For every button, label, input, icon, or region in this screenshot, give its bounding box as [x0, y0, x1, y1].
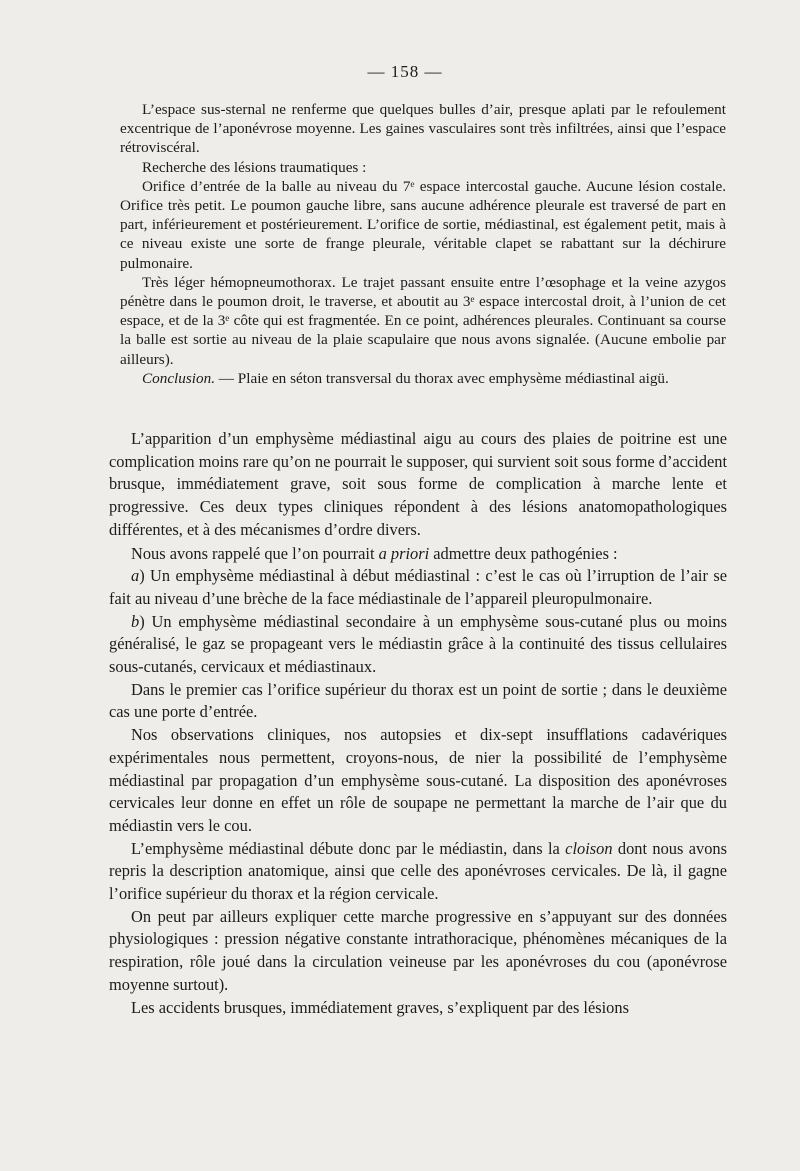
paragraph — [109, 543, 727, 566]
paragraph: Recherche des lésions traumatiques : — [142, 158, 367, 176]
paragraph: L’espace sus-sternal ne renferme que quelques bulles d’air, presque aplati par le refoulement excentrique de l’aponévrose moyenne. Les gaines vasculaires sont très infiltrées, ainsi que l’espace rétroviscéral. — [120, 101, 726, 157]
list-item-a — [109, 565, 727, 610]
case-report-section — [120, 100, 726, 388]
text-span: L’emphysème médiastinal débute donc par le médiastin, dans la — [131, 838, 566, 858]
paragraph: Très léger hémopneumothorax. Le trajet passant ensuite entre l’œsophage et la veine azygos pénètre dans le poumon droit, le traverse, et aboutit au 3ᵉ espace intercostal droit, à l’union de cet espace, et de la 3ᵉ côte qui est fragmentée. En ce point, adhérences pleurales. Continuant sa course la balle est sortie au niveau de la plaie scapulaire que nous avons signalée. (Aucune embolie par ailleurs). — [120, 273, 726, 368]
italic-phrase: a priori — [378, 543, 430, 563]
list-item-b — [109, 611, 727, 679]
paragraph: Orifice d’entrée de la balle au niveau du 7ᵉ espace intercostal gauche. Aucune lésion costale. Orifice très petit. Le poumon gauche libre, sans aucune adhérence pleurale est traversé de part en part, inférieurement et postérieurement. L’orifice de sortie, médiastinal, est également petit, mais à ce niveau existe une sorte de frange pleurale, véritable clapet se rabattant sur la déchirure pulmonaire. — [120, 177, 726, 272]
text-span: ) Un emphysème médiastinal secondaire à un emphysème sous-cutané plus ou moins généralisé, le gaz se propageant vers le médiastin grâce à la continuité des tissus cellulaires sous-cutanés, cervicaux et médiastinaux. — [109, 611, 727, 677]
page-number: — 158 — — [367, 62, 443, 81]
discussion-section — [109, 428, 727, 1019]
text-span: admettre deux pathogénies : — [429, 543, 618, 563]
paragraph: On peut par ailleurs expliquer cette marche progressive en s’appuyant sur des données physiologiques : pression négative constante intrathoracique, phénomènes mécaniques de la respiration, rôle joué dans la circulation veineuse par les aponévroses du cou (aponévrose moyenne surtout). — [109, 906, 727, 994]
paragraph — [109, 838, 727, 906]
conclusion-label: Conclusion. — [142, 369, 215, 387]
italic-phrase: cloison — [565, 838, 613, 858]
paragraph: Les accidents brusques, immédiatement graves, s’expliquent par des lésions — [131, 997, 629, 1017]
paragraph: Nos observations cliniques, nos autopsies et dix-sept insufflations cadavériques expérimentales nous permettent, croyons-nous, de nier la possibilité de l’emphysème médiastinal par propagation d’un emphysème sous-cutané. La disposition des aponévroses cervicales leur donne en effet un rôle de soupape ne permettant la marche de l’air que du médiastin vers le cou. — [109, 725, 727, 835]
text-span: Nous avons rappelé que l’on pourrait — [131, 543, 379, 563]
conclusion-text: — Plaie en séton transversal du thorax avec emphysème médiastinal aigü. — [215, 369, 669, 387]
list-marker: a — [131, 566, 140, 586]
text-span: dont nous avons repris la description anatomique, ainsi que celle des aponévroses cervicales. De là, il gagne l’orifice supérieur du thorax et la région cervicale. — [109, 838, 727, 904]
list-marker: b — [131, 611, 140, 631]
paragraph: Dans le premier cas l’orifice supérieur du thorax est un point de sortie ; dans le deuxième cas une porte d’entrée. — [109, 679, 727, 722]
text-span: ) Un emphysème médiastinal à début médiastinal : c’est le cas où l’irruption de l’air se fait au niveau d’une brèche de la face médiastinale de l’appareil pleuropulmonaire. — [109, 566, 727, 608]
conclusion-paragraph — [120, 369, 726, 388]
paragraph: L’apparition d’un emphysème médiastinal aigu au cours des plaies de poitrine est une complication moins rare qu’on ne pourrait le supposer, qui survient soit sous forme d’accident brusque, immédiatement grave, soit sous forme de complication à marche lente et progressive. Ces deux types cliniques répondent à des lésions anatomopathologiques différentes, et à des mécanismes d’ordre divers. — [109, 429, 727, 539]
